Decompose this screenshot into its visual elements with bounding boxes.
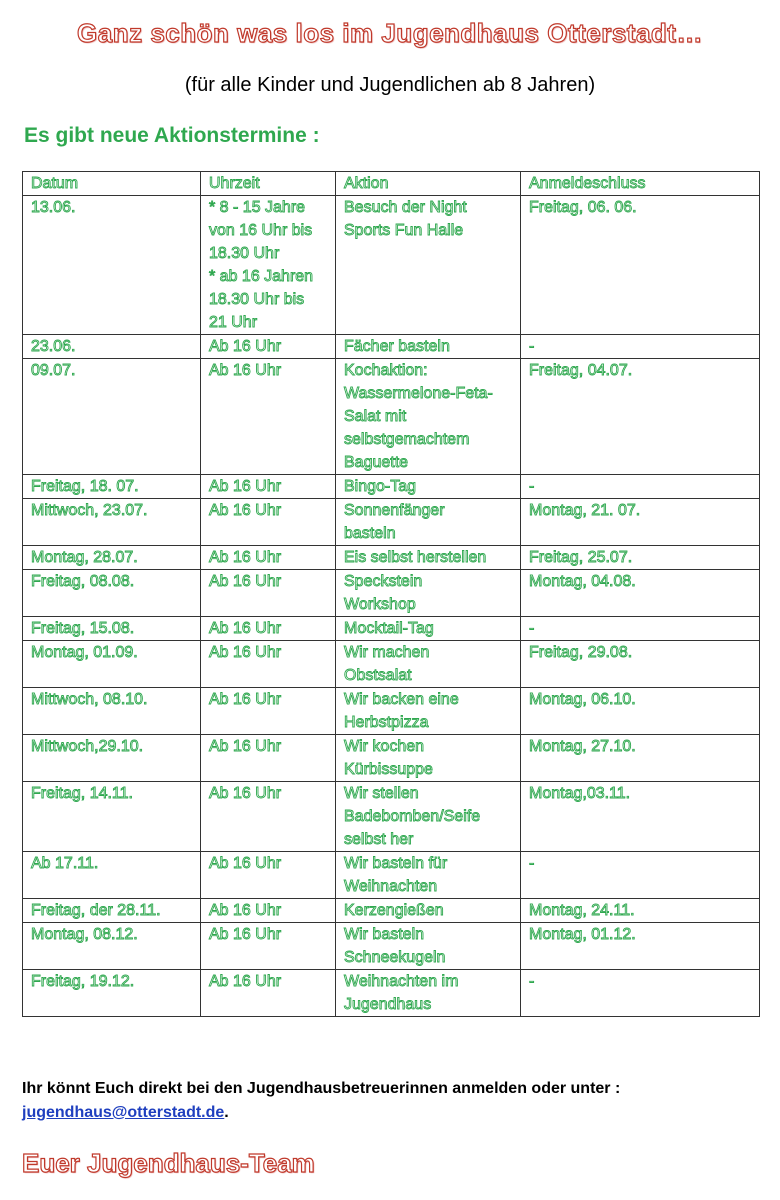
email-suffix: . [224,1104,229,1121]
header-date: Datum [23,172,201,196]
cell-action: Kochaktion: Wassermelone-Feta- Salat mit selbstgemachtem Baguette [336,359,521,475]
cell-deadline: Montag, 01.12. [521,923,760,970]
cell-action: Wir kochen Kürbissuppe [336,735,521,782]
cell-time: Ab 16 Uhr [201,782,336,852]
cell-time: Ab 16 Uhr [201,923,336,970]
cell-date: Freitag, 15.08. [23,617,201,641]
footer-text: Ihr könnt Euch direkt bei den Jugendhausbetreuerinnen anmelden oder unter : [22,1080,621,1097]
cell-time: Ab 16 Uhr [201,899,336,923]
cell-date: Mittwoch, 08.10. [23,688,201,735]
table-row [23,852,760,899]
cell-time: Ab 16 Uhr [201,335,336,359]
header-deadline: Anmeldeschluss [521,172,760,196]
header-time: Uhrzeit [201,172,336,196]
table-row [23,335,760,359]
cell-date: Mittwoch, 23.07. [23,499,201,546]
cell-time: * 8 - 15 Jahre von 16 Uhr bis 18.30 Uhr * ab 16 Jahren 18.30 Uhr bis 21 Uhr [201,196,336,335]
cell-deadline: Montag, 04.08. [521,570,760,617]
cell-date: Montag, 28.07. [23,546,201,570]
table-row [23,899,760,923]
table-row [23,196,760,335]
cell-action: Speckstein Workshop [336,570,521,617]
cell-deadline: Montag, 27.10. [521,735,760,782]
cell-action: Besuch der Night Sports Fun Halle [336,196,521,335]
cell-date: Mittwoch,29.10. [23,735,201,782]
table-row [23,923,760,970]
cell-time: Ab 16 Uhr [201,641,336,688]
cell-time: Ab 16 Uhr [201,852,336,899]
cell-deadline: - [521,617,760,641]
table-row [23,641,760,688]
cell-action: Wir stellen Badebomben/Seife selbst her [336,782,521,852]
cell-action: Bingo-Tag [336,475,521,499]
cell-deadline: - [521,852,760,899]
cell-deadline: Montag, 21. 07. [521,499,760,546]
cell-action: Wir basteln Schneekugeln [336,923,521,970]
section-heading: Es gibt neue Aktionstermine : [24,124,320,147]
cell-deadline: - [521,970,760,1017]
cell-date: 09.07. [23,359,201,475]
page-title: Ganz schön was los im Jugendhaus Otterstadt… [77,18,703,48]
cell-date: Montag, 01.09. [23,641,201,688]
cell-deadline: Freitag, 25.07. [521,546,760,570]
cell-time: Ab 16 Uhr [201,617,336,641]
cell-deadline: - [521,335,760,359]
cell-date: Freitag, 14.11. [23,782,201,852]
cell-deadline: - [521,475,760,499]
email-link[interactable]: jugendhaus@otterstadt.de [22,1104,225,1121]
cell-time: Ab 16 Uhr [201,546,336,570]
cell-deadline: Montag,03.11. [521,782,760,852]
cell-action: Sonnenfänger basteln [336,499,521,546]
cell-action: Wir machen Obstsalat [336,641,521,688]
cell-date: 13.06. [23,196,201,335]
cell-time: Ab 16 Uhr [201,735,336,782]
table-row [23,359,760,475]
cell-date: Ab 17.11. [23,852,201,899]
cell-date: 23.06. [23,335,201,359]
cell-date: Freitag, der 28.11. [23,899,201,923]
cell-deadline: Freitag, 29.08. [521,641,760,688]
table-header-row [23,172,760,196]
cell-time: Ab 16 Uhr [201,499,336,546]
cell-deadline: Montag, 24.11. [521,899,760,923]
cell-time: Ab 16 Uhr [201,570,336,617]
table-row [23,617,760,641]
header-action: Aktion [336,172,521,196]
page-subtitle: (für alle Kinder und Jugendlichen ab 8 Jahren) [184,74,596,96]
schedule-body [23,196,760,1017]
footer-email-line [22,1104,229,1122]
cell-deadline: Freitag, 04.07. [521,359,760,475]
cell-action: Mocktail-Tag [336,617,521,641]
cell-date: Freitag, 18. 07. [23,475,201,499]
cell-action: Wir backen eine Herbstpizza [336,688,521,735]
cell-action: Weihnachten im Jugendhaus [336,970,521,1017]
table-row [23,688,760,735]
cell-deadline: Freitag, 06. 06. [521,196,760,335]
table-row [23,970,760,1017]
cell-time: Ab 16 Uhr [201,688,336,735]
cell-date: Montag, 08.12. [23,923,201,970]
table-row [23,499,760,546]
table-row [23,546,760,570]
cell-action: Kerzengießen [336,899,521,923]
cell-date: Freitag, 19.12. [23,970,201,1017]
cell-date: Freitag, 08.08. [23,570,201,617]
table-row [23,475,760,499]
cell-time: Ab 16 Uhr [201,359,336,475]
cell-action: Fächer basteln [336,335,521,359]
cell-action: Wir basteln für Weihnachten [336,852,521,899]
table-row [23,782,760,852]
signature: Euer Jugendhaus-Team [22,1148,315,1178]
cell-action: Eis selbst herstellen [336,546,521,570]
cell-deadline: Montag, 06.10. [521,688,760,735]
table-row [23,570,760,617]
table-row [23,735,760,782]
cell-time: Ab 16 Uhr [201,970,336,1017]
cell-time: Ab 16 Uhr [201,475,336,499]
schedule-table [22,171,760,1017]
